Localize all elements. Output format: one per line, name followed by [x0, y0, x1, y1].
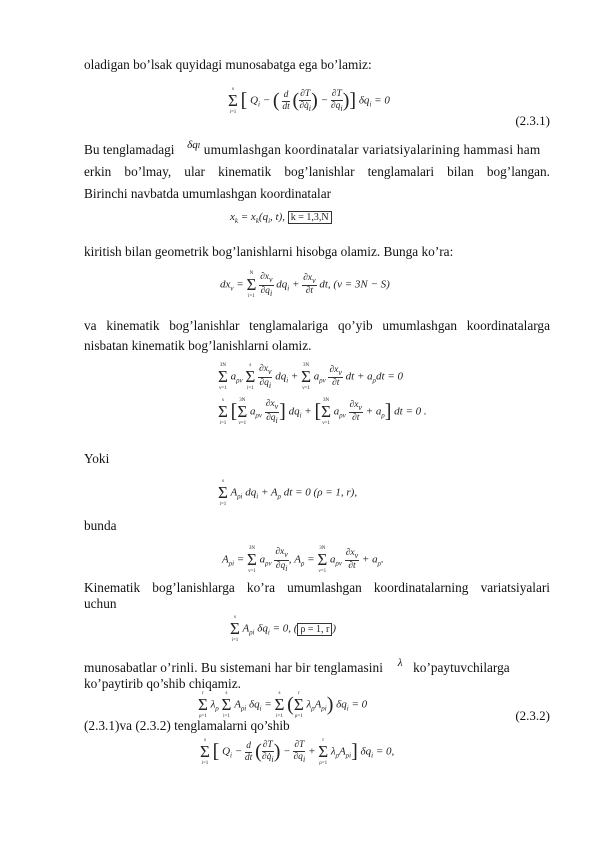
rho-range: ρ = 1, r — [317, 486, 351, 499]
text-line-1: oladigan bo’lsak quyidagi munosabatga ega bo’lamiz: — [84, 57, 372, 72]
equation-2-3-2: r Σ ρ=1 $\lambda_\rho$ s Σ i=1 $A_{\rho i}$ $\delta q_i$ = s Σ i=1 ( r Σ ρ=1 $\lambda_\rho A_{\rho i}$) $\delta q_i = 0$ — [198, 691, 368, 719]
equation-yoki: s Σ i=1 $A_{\rho i}$ $dq_i + A_\rho$ dt = 0 (ρ = 1, r), — [218, 479, 358, 507]
text-line-5: kiritish bilan geometrik bog’lanishlarni hisobga olamiz. Bunga ko’ra: — [84, 244, 454, 259]
nu-range: ν = 3N − S — [337, 278, 387, 291]
text-fragment: Bu tenglamadagi — [84, 142, 175, 157]
text-line-9: bunda — [84, 518, 117, 533]
text-line-13: ko’paytirib qo’shib chiqamiz. — [84, 676, 241, 691]
lambda-symbol: λ — [397, 657, 403, 669]
text-line-3: erkin bo’lmay, ular kinematik bog’lanishlar tenglamalari bilan bog’langan. — [84, 164, 550, 179]
equation-bunda: $A_{\rho i}$ = 3N Σ ν=1 $a_{\rho\nu}$ $\frac{\partial x_\nu}{\partial q_i}$ , $A_\rho$ = 3N Σ ν=1 $a_{\rho\nu}$ $\frac{\partial x_\nu}{\partial t}$ + $a_\rho$. — [222, 546, 384, 574]
equation-dx: $dx_\nu$ = N Σ i=1 $\frac{\partial x_\nu}{\partial q_i}$ $dq_i$ + $\frac{\partial x_\nu}{\partial t}$ dt, (ν = 3N − S) — [220, 271, 390, 299]
equation-2-3-1: s Σ i=1 [ $Q_i$ − ( $\frac{d}{dt}$ ( $\frac{\partial T}{\partial q̇_i}$ ) − $\frac{\partial T}{\partial q_i}$ )] $\delta q_i = 0$ — [228, 87, 390, 115]
equation-variations: s Σ i=1 $A_{\rho i}$ $\delta q_i = 0$, ( ρ = 1, r ) — [230, 615, 337, 643]
text-line-2 — [84, 139, 550, 159]
text-fragment: ko’paytuvchilarga — [413, 660, 510, 675]
text-line-10: Kinematik bog’lanishlarga ko’ra umumlashgan koordinatalarning variatsiyalari — [84, 580, 550, 595]
equation-kinematic-2: s Σ i=1 [ 3N Σ ν=1 $a_{\rho\nu}$ $\frac{\partial x_\nu}{\partial q_i}$ ] $dq_i$ + [ 3N Σ ν=1 $a_{\rho\nu}$ $\frac{\partial x_\nu}{\partial t}$ + $a_\rho$] dt = 0 . — [218, 398, 427, 426]
text-line-11: uchun — [84, 596, 117, 611]
equation-number-2-3-1: (2.3.1) — [515, 113, 550, 128]
text-line-8: Yoki — [84, 451, 110, 466]
equation-coordinates: $x_k = x_k(q_i$, t), k = 1,3,N — [230, 211, 332, 225]
k-range-box: k = 1,3,N — [288, 211, 332, 224]
text-fragment: munosabatlar o’rinli. Bu sistemani har bir tenglamasini — [84, 660, 384, 675]
text-fragment: umumlashgan koordinatalar variatsiyalarining hammasi ham — [203, 142, 541, 157]
text-line-7: nisbatan kinematik bog’lanishlarni olamiz. — [84, 338, 312, 353]
equation-number-2-3-2: (2.3.2) — [515, 708, 550, 723]
equation-final: s Σ i=1 [ $Q_i$ − $\frac{d}{dt}$ ( $\frac{\partial T}{\partial q̇_i}$ ) − $\frac{\partial T}{\partial q_i}$ + r Σ ρ=1 $\lambda_\rho A_{\rho i}$] $\delta q_i = 0$, — [200, 738, 395, 766]
rho-range-box: ρ = 1, r — [297, 623, 332, 636]
text-line-12 — [84, 657, 550, 677]
text-line-4: Birinchi navbatda umumlashgan koordinatalar — [84, 186, 332, 201]
equation-kinematic-1: 3N Σ ν=1 $a_{\rho\nu}$ s Σ i=1 $\frac{\partial x_\nu}{\partial q_i}$ $dq_i$ + 3N Σ ν=1 $a_{\rho\nu}$ $\frac{\partial x_\nu}{\partial t}$ dt + $a_\rho dt = 0$ — [218, 363, 404, 391]
text-line-14: (2.3.1)va (2.3.2) tenglamalarni qo’shib — [84, 718, 290, 733]
text-line-6: va kinematik bog’lanishlar tenglamalariga qo’yib umumlashgan koordinatalarga — [84, 318, 550, 333]
delta-q-symbol: δqₗ — [187, 139, 201, 151]
